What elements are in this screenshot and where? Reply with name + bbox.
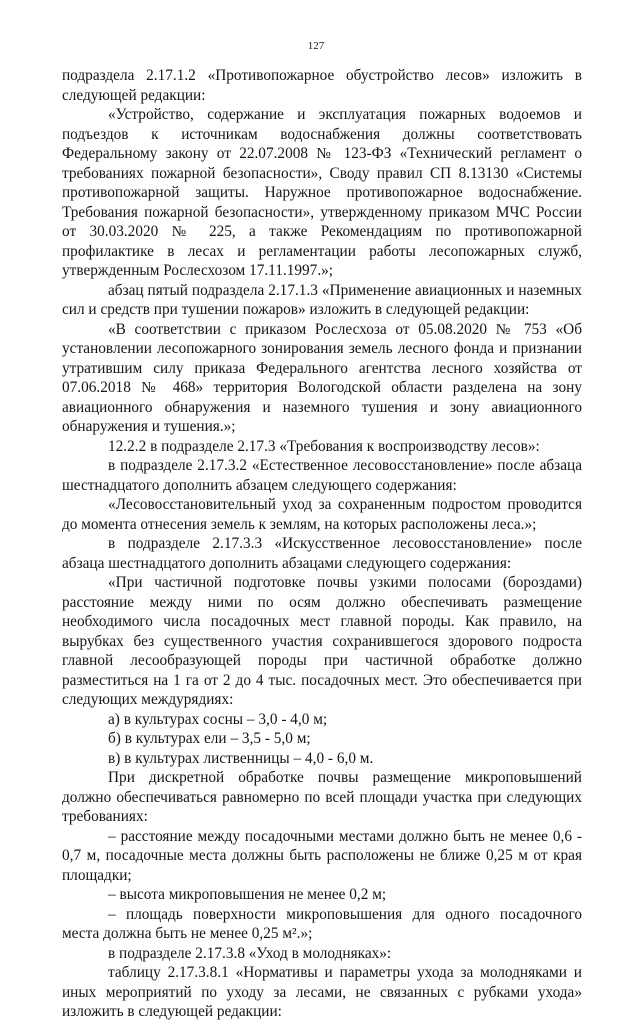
paragraph: таблицу 2.17.3.8.1 «Нормативы и параметры ухода за молодняками и иных мероприятий по уходу за лесами, не связанных с рубками ухода» изложить в следующей редакции: xyxy=(62,964,582,1020)
paragraph: 12.2.2 в подразделе 2.17.3 «Требования к воспроизводству лесов»: xyxy=(108,437,540,455)
paragraph: «Лесовосстановительный уход за сохраненным подростом проводится до момента отнесения земель к землям, на которых расположены леса.»; xyxy=(62,496,582,533)
list-item: в) в культурах лиственницы – 4,0 - 6,0 м. xyxy=(108,749,374,767)
paragraph: «Устройство, содержание и эксплуатация пожарных водоемов и подъездов к источникам водоснабжения должны соответствовать Федеральному закону от 22.07.2008 № 123-ФЗ «Технический регламент о требованиях пожарной безопасности», Своду правил СП 8.13130 «Системы противопожарной защиты. Наружное противопожарное водоснабжение. Требования пожарной безопасности», утвержденному приказом МЧС России от 30.03.2020 № 225, а также Рекомендациям по противопожарной профилактике в лесах и регламентации работы лесопожарных служб, утвержденным Рослесхозом 17.11.1997.»; xyxy=(62,106,582,279)
document-body xyxy=(62,66,582,1022)
paragraph: в подразделе 2.17.3.3 «Искусственное лесовосстановление» после абзаца шестнадцатого дополнить абзацами следующего содержания: xyxy=(62,535,582,572)
page-number: 127 xyxy=(307,40,325,52)
paragraph: «В соответствии с приказом Рослесхоза от 05.08.2020 № 753 «Об установлении лесопожарного зонирования земель лесного фонда и признании утратившим силу приказа Федерального агентства лесного хозяйства от 07.06.2018 № 468» территория Вологодской области разделена на зону авиационного обнаружения и наземного тушения и зону авиационного обнаружения и тушения.»; xyxy=(62,320,582,435)
paragraph: «При частичной подготовке почвы узкими полосами (бороздами) расстояние между ними по осям должно обеспечивать размещение необходимого числа посадочных мест главной породы. Как правило, на вырубках без существенного участия сохранившегося здорового подроста главной лесообразующей породы при частичной обработке должно разместиться на 1 га от 2 до 4 тыс. посадочных мест. Это обеспечивается при следующих междурядиях: xyxy=(62,574,582,708)
list-item: – высота микроповышения не менее 0,2 м; xyxy=(108,886,387,903)
list-item: – площадь поверхности микроповышения для одного посадочного места должна быть не менее 0,25 м².»; xyxy=(62,905,582,942)
list-item: а) в культурах сосны – 3,0 - 4,0 м; xyxy=(108,710,328,728)
paragraph: подраздела 2.17.1.2 «Противопожарное обустройство лесов» изложить в следующей редакции: xyxy=(62,67,582,104)
list-item: – расстояние между посадочными местами должно быть не менее 0,6 - 0,7 м, посадочные места должны быть расположены не ближе 0,25 м от края площадки; xyxy=(62,827,582,884)
paragraph: в подразделе 2.17.3.2 «Естественное лесовосстановление» после абзаца шестнадцатого дополнить абзацем следующего содержания: xyxy=(62,457,582,494)
list-item: б) в культурах ели – 3,5 - 5,0 м; xyxy=(108,730,311,747)
paragraph: абзац пятый подраздела 2.17.1.3 «Применение авиационных и наземных сил и средств при тушении пожаров» изложить в следующей редакции: xyxy=(62,281,582,318)
paragraph: При дискретной обработке почвы размещение микроповышений должно обеспечиваться равномерно по всей площади участка при следующих требованиях: xyxy=(62,769,582,825)
paragraph: в подразделе 2.17.3.8 «Уход в молодняках»: xyxy=(108,944,392,962)
